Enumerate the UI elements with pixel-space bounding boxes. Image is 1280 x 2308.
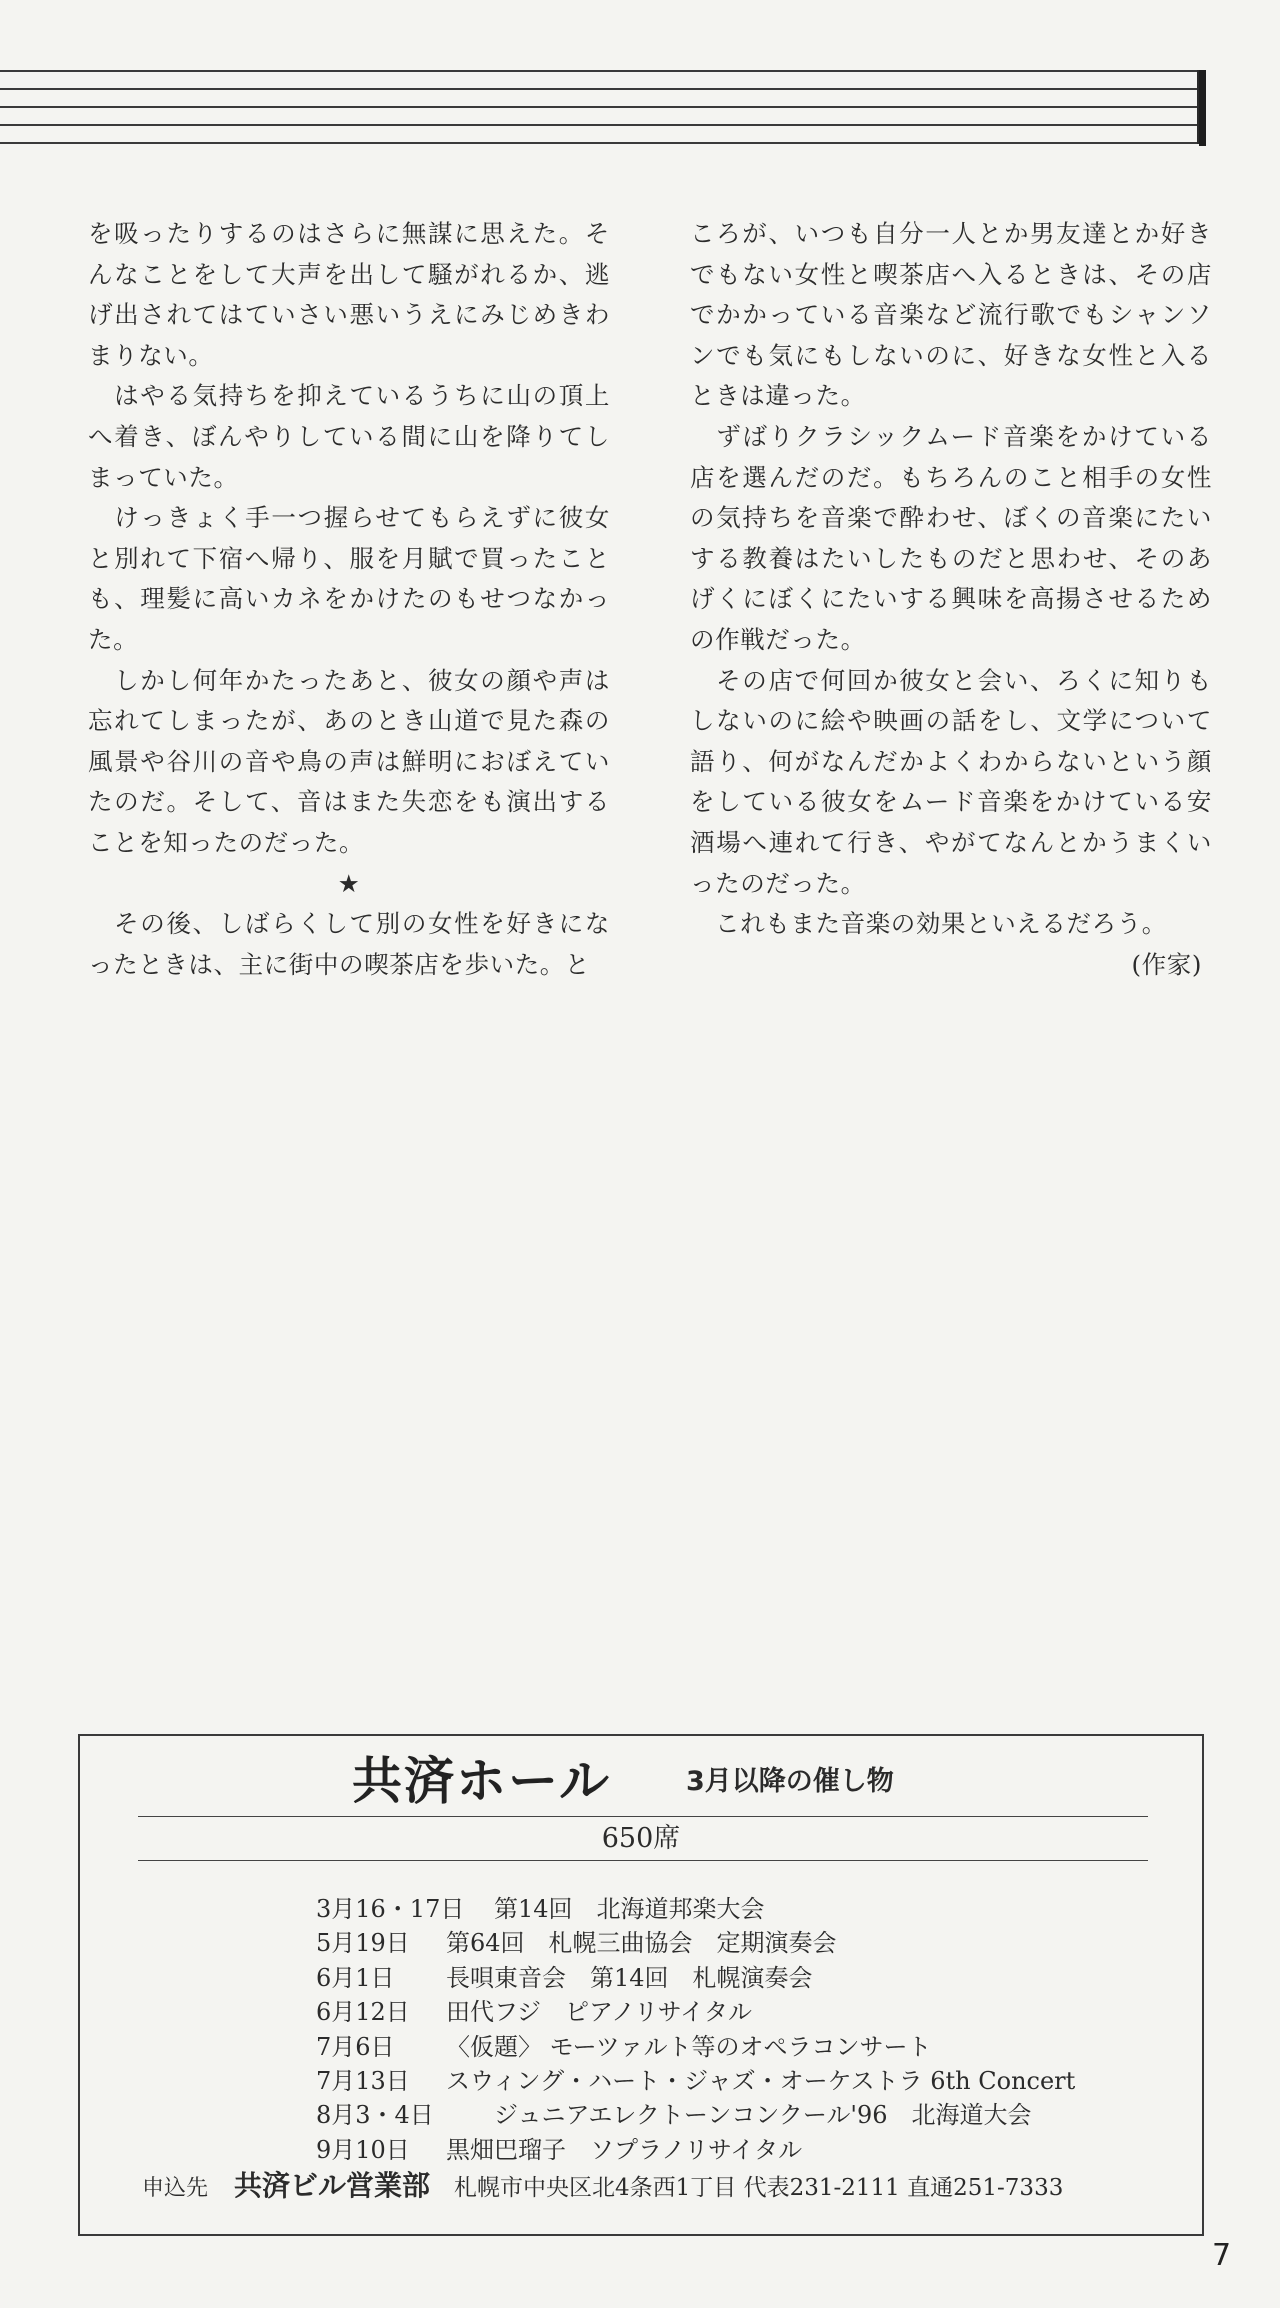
event-title: 長唄東音会 第14回 札幌演奏会 [446,1963,813,1992]
hall-title: 共済ホール [352,1752,611,1810]
event-title: 〈仮題〉 モーツァルト等のオペラコンサート [446,2032,932,2061]
essay-paragraph: けっきょく手一つ握らせてもらえずに彼女と別れて下宿へ帰り、服を月賦で買ったことも、理髪に高いカネをかけたのもせつなかった。 [88,503,610,654]
essay-paragraph: その店で何回か彼女と会い、ろくに知りもしないのに絵や映画の話をし、文学について語り、何がなんだかよくわからないという顔をしている彼女をムード音楽をかけている安酒場へ連れて行き、やがてなんとかうまくいったのだった。 [690,665,1212,898]
essay-paragraph: ずばりクラシックムード音楽をかけている店を選んだのだ。もちろんのこと相手の女性の気持ちを音楽で酔わせ、ぼくの音楽にたいする教養はたいしたものだと思わせ、そのあげくにぼくにたいする興味を高揚させるための作戦だった。 [690,421,1212,654]
essay-paragraph: ころが、いつも自分一人とか男友達とか好きでもない女性と喫茶店へ入るときは、その店でかかっている音楽など流行歌でもシャンソンでも気にもしないのに、好きな女性と入るときは違った。 [690,219,1212,411]
event-title: 第14回 北海道邦楽大会 [446,1895,765,1923]
divider [138,1816,1148,1817]
essay-left-column [88,214,610,985]
essay-paragraph: これもまた音楽の効果といえるだろう。 [690,909,1167,939]
essay-paragraph: その後、しばらくして別の女性を好きになったときは、主に街中の喫茶店を歩いた。と [88,909,610,979]
essay-paragraph: はやる気持ちを抑えているうちに山の頂上へ着き、ぼんやりしている間に山を降りてしまっていた。 [88,381,610,492]
event-title: 第64回 札幌三曲協会 定期演奏会 [446,1929,837,1958]
contact-organization: 共済ビル営業部 [234,2169,431,2202]
hall-event-ad [78,1734,1204,2236]
section-separator-star: ★ [337,868,361,898]
contact-line [142,2166,1063,2209]
event-date: 8月3・4日 [316,2101,434,2130]
event-date: 6月12日 [316,1998,410,2027]
page-number: 7 [1212,2238,1232,2273]
event-date: 3月16・17日 [316,1895,465,1923]
event-date: 6月1日 [316,1963,395,1992]
contact-details: 札幌市中央区北4条西1丁目 代表231-2111 直通251-7333 [454,2175,1064,2201]
event-title: スウィング・ハート・ジャズ・オーケストラ 6th Concert [446,2066,1076,2095]
music-staff-header [0,70,1206,146]
seat-count: 650席 [601,1823,681,1854]
event-title: 黒畑巴瑠子 ソプラノリサイタル [446,2135,803,2164]
event-date: 5月19日 [316,1929,410,1958]
event-date: 7月6日 [316,2032,395,2061]
hall-subtitle: 3月以降の催し物 [686,1766,894,1797]
essay-paragraph: しかし何年かたったあと、彼女の顔や声は忘れてしまったが、あのとき山道で見た森の風景や谷川の音や鳥の声は鮮明におぼえていたのだ。そして、音はまた失恋をも演出することを知ったのだった。 [88,665,610,857]
essay-paragraph: を吸ったりするのはさらに無謀に思えた。そんなことをして大声を出して騒がれるか、逃げ出されてはていさい悪いうえにみじめきわまりない。 [88,219,610,370]
author-signature: (作家) [1131,949,1202,979]
event-date: 7月13日 [316,2066,410,2095]
divider [138,1860,1148,1861]
event-date: 9月10日 [316,2135,410,2164]
event-title: 田代フジ ピアノリサイタル [446,1998,752,2027]
contact-label: 申込先 [142,2176,209,2201]
event-title: ジュニアエレクトーンコンクール'96 北海道大会 [446,2101,1032,2130]
essay-right-column [690,214,1212,985]
